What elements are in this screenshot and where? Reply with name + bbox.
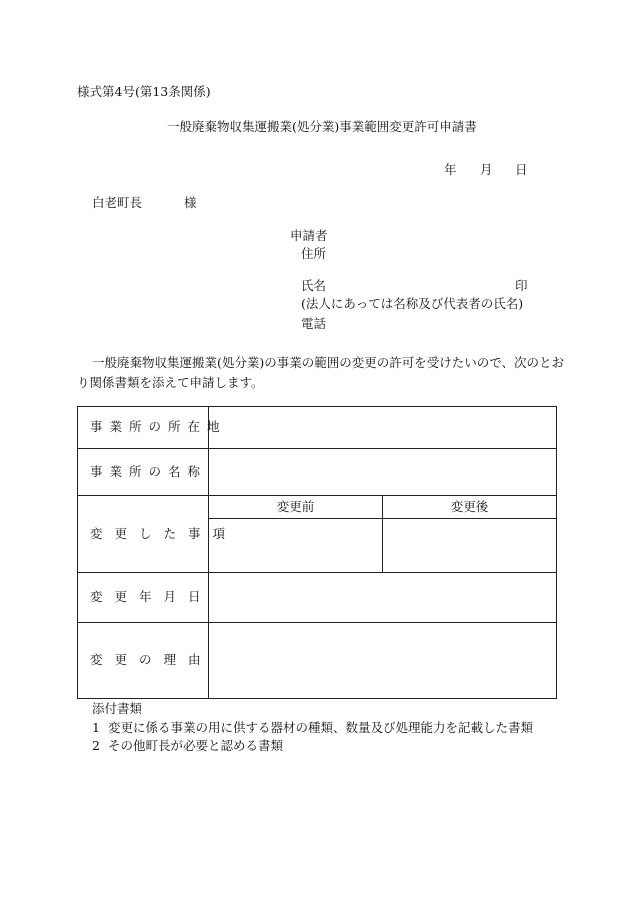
addressee-name: 白老町長	[92, 195, 143, 210]
change-date-label: 変更年月日	[78, 573, 209, 623]
date-month: 月	[480, 162, 493, 177]
before-change-header: 変更前	[209, 496, 383, 519]
row-change-reason	[78, 623, 557, 699]
after-change-value[interactable]	[383, 519, 557, 573]
office-name-value[interactable]	[209, 449, 557, 496]
application-table	[77, 406, 557, 699]
attachment-item-2-text: その他町長が必要と認める書類	[108, 738, 284, 753]
name-label: 氏名	[301, 278, 327, 293]
body-text-line2: り関係書類を添えて申請します。	[77, 375, 264, 390]
changed-matter-label: 変更した事項	[78, 496, 209, 573]
applicant-heading: 申請者	[290, 228, 328, 243]
form-title: 一般廃棄物収集運搬業(処分業)事業範囲変更許可申請書	[167, 119, 477, 134]
attachment-item-1-number: 1	[92, 720, 100, 735]
change-reason-label: 変更の理由	[78, 623, 209, 699]
office-name-label: 事業所の名称	[78, 449, 209, 496]
attachments-heading: 添付書類	[92, 701, 143, 716]
address-label: 住所	[301, 246, 327, 261]
addressee-honorific: 様	[184, 195, 197, 210]
row-office-location	[78, 407, 557, 449]
row-office-name	[78, 449, 557, 496]
form-number: 様式第4号(第13条関係)	[77, 84, 211, 99]
change-reason-value[interactable]	[209, 623, 557, 699]
office-location-label: 事業所の所在地	[78, 407, 209, 449]
office-location-value[interactable]	[209, 407, 557, 449]
corporation-note: (法人にあっては名称及び代表者の氏名)	[301, 296, 524, 311]
attachment-item-2-number: 2	[92, 738, 100, 753]
body-text-line1: 一般廃棄物収集運搬業(処分業)の事業の範囲の変更の許可を受けたいので、次のとお	[92, 355, 565, 370]
after-change-header: 変更後	[383, 496, 557, 519]
row-changed-matter-header	[78, 496, 557, 519]
change-date-value[interactable]	[209, 573, 557, 623]
date-day: 日	[515, 162, 528, 177]
row-change-date	[78, 573, 557, 623]
date-year: 年	[444, 162, 457, 177]
phone-label: 電話	[301, 316, 327, 331]
attachment-item-1-text: 変更に係る事業の用に供する器材の種類、数量及び処理能力を記載した書類	[108, 720, 534, 735]
seal-mark: 印	[515, 278, 528, 293]
